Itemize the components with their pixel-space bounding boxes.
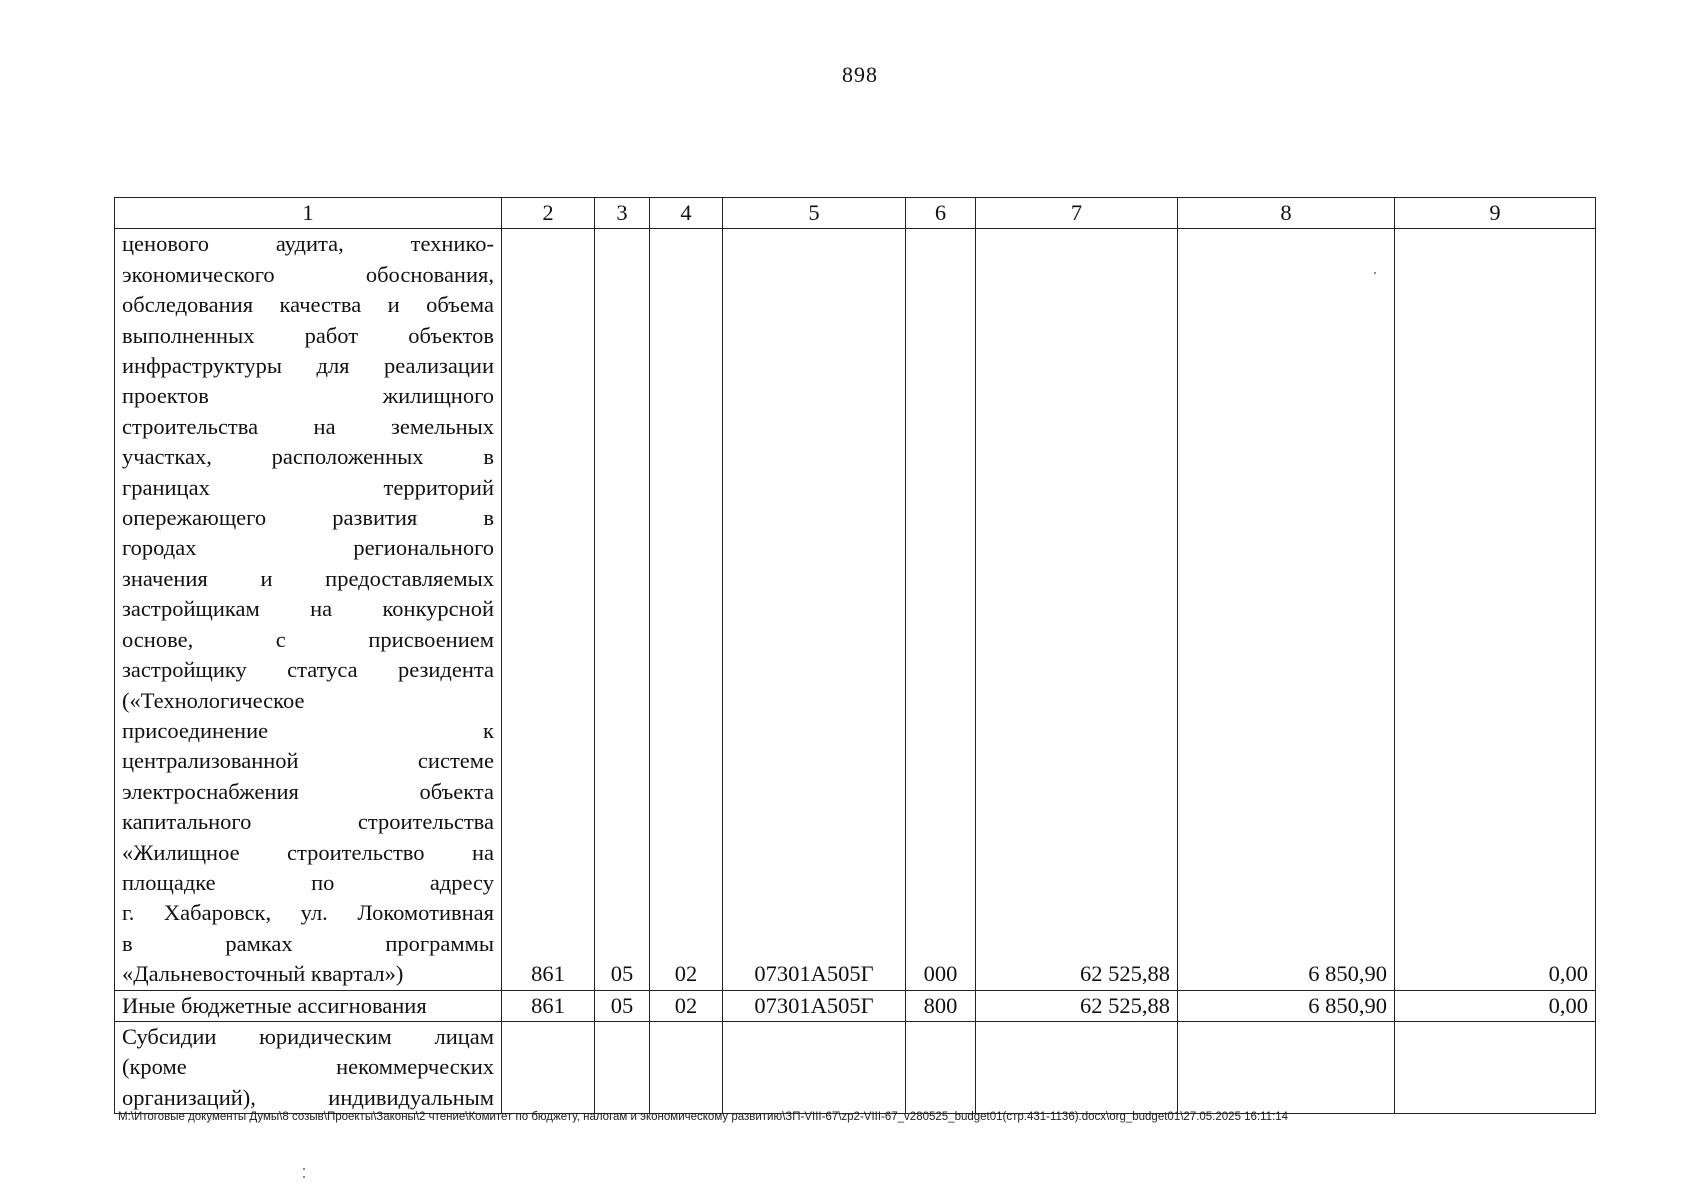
column-header: 4 xyxy=(650,198,723,229)
row-description xyxy=(115,990,502,1021)
table-row xyxy=(115,1021,1596,1113)
description-line: экономического обоснования, xyxy=(122,261,494,287)
scan-speck xyxy=(1374,272,1376,274)
column-header: 6 xyxy=(906,198,976,229)
description-line: строительства на земельных xyxy=(122,413,494,439)
cell-amount-8 xyxy=(1178,1021,1395,1113)
description-line: Субсидии юридическим лицам xyxy=(122,1023,494,1049)
cell-amount-9: 0,00 xyxy=(1395,229,1596,990)
column-header: 9 xyxy=(1395,198,1596,229)
description-line: электроснабжения объекта xyxy=(122,778,494,804)
description-line: границах территорий xyxy=(122,474,494,500)
cell-target-article: 07301А505Г xyxy=(723,990,906,1021)
description-line: выполненных работ объектов xyxy=(122,322,494,348)
cell-amount-9 xyxy=(1395,1021,1596,1113)
table-row xyxy=(115,229,1596,990)
table-row xyxy=(115,990,1596,1021)
budget-table xyxy=(114,197,1596,1114)
cell-target-article: 07301А505Г xyxy=(723,229,906,990)
cell-ministry-code: 861 xyxy=(502,229,595,990)
description-line: участках, расположенных в xyxy=(122,444,494,470)
column-header: 3 xyxy=(595,198,650,229)
description-line: инфраструктуры для реализации xyxy=(122,353,494,379)
cell-subsection: 02 xyxy=(650,990,723,1021)
cell-target-article xyxy=(723,1021,906,1113)
cell-amount-7 xyxy=(976,1021,1178,1113)
page-number: 898 xyxy=(842,62,878,87)
scan-speck xyxy=(303,1168,305,1170)
description-line: организаций), индивидуальным xyxy=(122,1084,494,1110)
cell-expense-type: 800 xyxy=(906,990,976,1021)
description-line: проектов жилищного xyxy=(122,383,494,409)
column-header: 1 xyxy=(115,198,502,229)
description-line: опережающего развития в xyxy=(122,505,494,531)
description-line: ценового аудита, технико- xyxy=(122,231,494,257)
cell-expense-type: 000 xyxy=(906,229,976,990)
description-line: основе, с присвоением xyxy=(122,626,494,652)
cell-subsection: 02 xyxy=(650,229,723,990)
description-line: застройщику статуса резидента xyxy=(122,657,494,683)
description-line: (кроме некоммерческих xyxy=(122,1054,494,1080)
row-description xyxy=(115,1021,502,1113)
cell-subsection xyxy=(650,1021,723,1113)
description-line: г. Хабаровск, ул. Локомотивная xyxy=(122,900,494,926)
cell-expense-type xyxy=(906,1021,976,1113)
cell-ministry-code: 861 xyxy=(502,990,595,1021)
description-line: в рамках программы xyxy=(122,930,494,956)
description-line: «Дальневосточный квартал») xyxy=(122,961,404,987)
cell-section xyxy=(595,1021,650,1113)
description-line: городах регионального xyxy=(122,535,494,561)
description-line: («Технологическое xyxy=(122,687,305,713)
cell-section: 05 xyxy=(595,229,650,990)
description-line: значения и предоставляемых xyxy=(122,565,494,591)
cell-ministry-code xyxy=(502,1021,595,1113)
description-line: застройщикам на конкурсной xyxy=(122,596,494,622)
column-header: 8 xyxy=(1178,198,1395,229)
column-header: 2 xyxy=(502,198,595,229)
description-line: присоединение к xyxy=(122,717,494,743)
cell-amount-9: 0,00 xyxy=(1395,990,1596,1021)
row-description xyxy=(115,229,502,990)
cell-section: 05 xyxy=(595,990,650,1021)
description-line: Иные бюджетные ассигнования xyxy=(122,992,427,1018)
column-header: 5 xyxy=(723,198,906,229)
cell-amount-7: 62 525,88 xyxy=(976,990,1178,1021)
cell-amount-7: 62 525,88 xyxy=(976,229,1178,990)
cell-amount-8: 6 850,90 xyxy=(1178,229,1395,990)
description-line: «Жилищное строительство на xyxy=(122,839,494,865)
table-header-row xyxy=(115,198,1596,229)
column-header: 7 xyxy=(976,198,1178,229)
document-file-path: M:\Итоговые документы Думы\8 созыв\Проекты\Законы\2 чтение\Комитет по бюджету, налогам и экономическому развитию\ЗП-VIII-67\zp2-VIII-67_v280525_budget01(стр.431-1136).docx\org_budget01\27.05.2025 16:11:14 xyxy=(118,1111,1289,1123)
scan-speck xyxy=(303,1176,305,1178)
cell-amount-8: 6 850,90 xyxy=(1178,990,1395,1021)
description-line: обследования качества и объема xyxy=(122,292,494,318)
description-line: площадке по адресу xyxy=(122,869,494,895)
description-line: централизованной системе xyxy=(122,748,494,774)
description-line: капитального строительства xyxy=(122,809,494,835)
